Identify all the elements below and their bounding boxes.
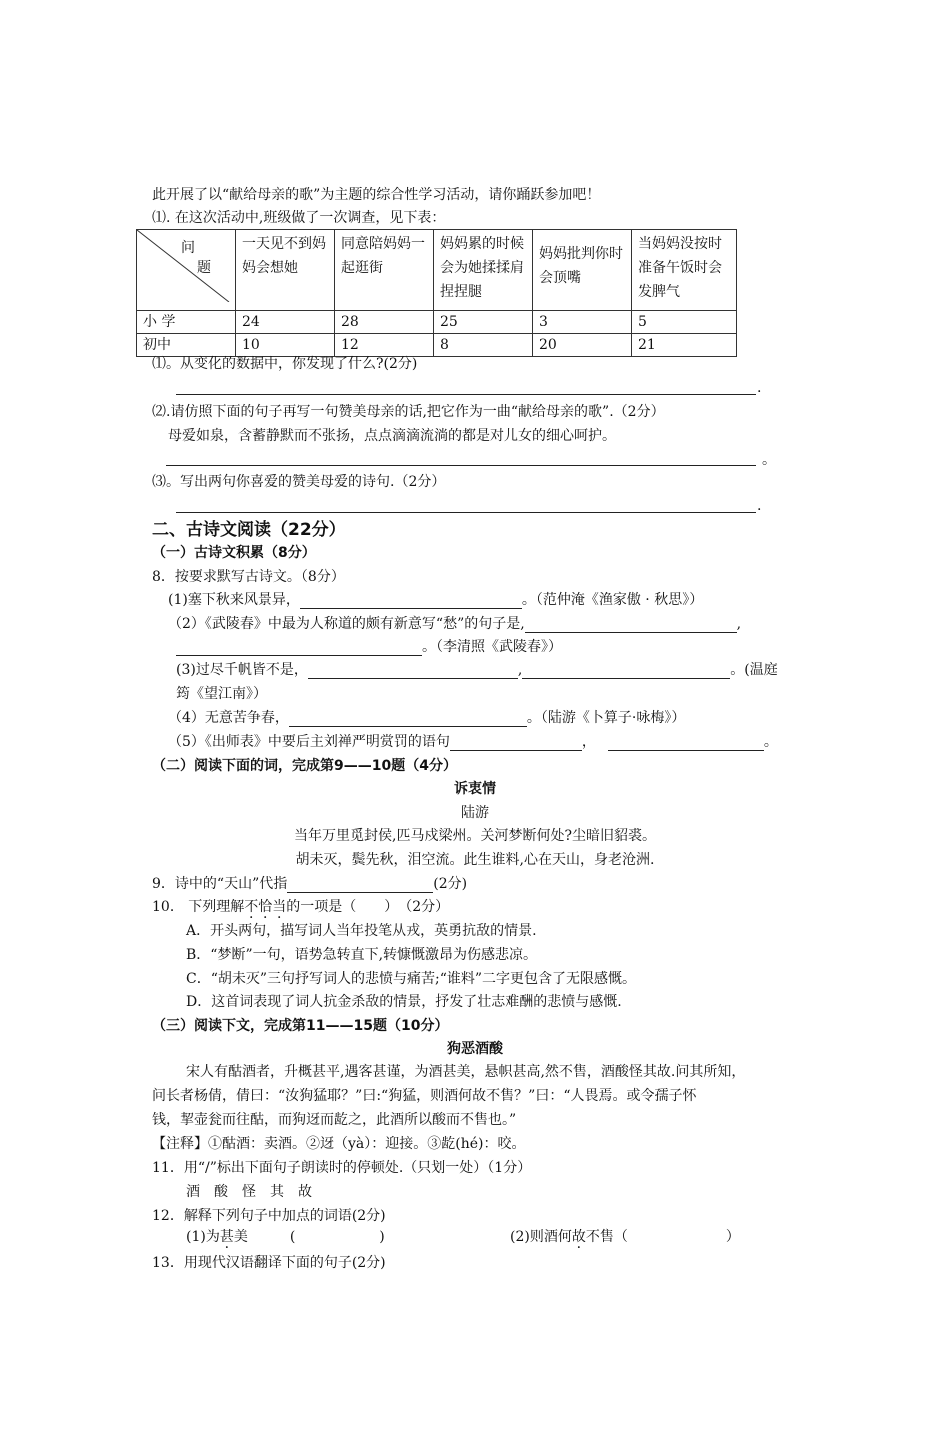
- period-mark: 。: [762, 452, 776, 468]
- table-corner-cell: [137, 230, 236, 311]
- text: （4）无意苦争春，: [168, 710, 289, 726]
- survey-table: [136, 229, 737, 357]
- question-1: ⑴。从变化的数据中，你发现了什么?(2分): [152, 356, 418, 372]
- recite-item-3: [176, 661, 778, 679]
- text: (1)塞下秋来风景异，: [168, 592, 300, 608]
- blank[interactable]: [522, 664, 730, 679]
- question-9: [152, 875, 467, 893]
- example-sentence: 母爱如泉，含蓄静默而不张扬，点点滴滴流淌的都是对儿女的细心呵护。: [168, 428, 616, 444]
- table-cell: 5: [632, 311, 737, 334]
- text: ，: [581, 734, 596, 750]
- table-cell: 28: [335, 311, 434, 334]
- table-header-cell: 妈妈累的时候会为她揉揉肩捏捏腿: [434, 230, 533, 311]
- table-header-cell: 当妈妈没按时准备午饭时会发脾气: [632, 230, 737, 311]
- prose-line: 钱，挈壶瓮而往酤，而狗迓而龁之，此酒所以酸而不售也。”: [152, 1112, 517, 1128]
- table-header-cell: 一天见不到妈妈会想她: [236, 230, 335, 311]
- table-row: [137, 334, 737, 357]
- prose-line: 宋人有酤酒者，升概甚平,遇客甚谨，为酒甚美，悬帜甚高,然不售，酒酸怪其故.问其所知，: [186, 1064, 746, 1080]
- question-13: 13．用现代汉语翻译下面的句子(2分): [152, 1255, 386, 1271]
- intro-text: 此开展了以“献给母亲的歌”为主题的综合性学习活动，请你踊跃参加吧！: [152, 187, 601, 203]
- blank[interactable]: [289, 712, 527, 727]
- blank[interactable]: [308, 664, 518, 679]
- row-label: 小 学: [137, 311, 236, 334]
- pause-sentence: 酒 酸 怪 其 故: [186, 1184, 312, 1200]
- text: （2）《武陵春》中最为人称道的颇有新意写“愁”的句子是,: [168, 616, 525, 632]
- question-8: 8．按要求默写古诗文。（8分）: [152, 569, 345, 585]
- text: (2)则酒何: [510, 1229, 572, 1245]
- text: 。（陆游《卜算子·咏梅》）: [526, 710, 686, 726]
- answer-line[interactable]: [166, 465, 756, 466]
- prose-title: 狗恶酒酸: [447, 1041, 503, 1057]
- table-cell: 8: [434, 334, 533, 357]
- option-b[interactable]: B．“梦断”一句，语势急转直下,转慷慨激昂为伤感悲凉。: [186, 947, 538, 963]
- poem-author: 陆游: [461, 805, 489, 821]
- question-10: [152, 898, 449, 916]
- corner-label-bottom: 题: [197, 260, 211, 276]
- recite-item-1: [168, 591, 703, 609]
- dotted-char: 甚: [219, 1229, 234, 1245]
- table-cell: 12: [335, 334, 434, 357]
- prose-line: 问长者杨倩，倩曰：“汝狗猛耶？”曰:“狗猛，则酒何故不售？”曰：“人畏焉。或令孺子怀: [152, 1088, 697, 1104]
- dotted-char: 恰: [258, 899, 273, 915]
- blank[interactable]: [300, 594, 522, 609]
- blank[interactable]: [525, 618, 737, 633]
- annotation-note: 【注释】①酤酒：卖酒。②迓（yà）：迎接。③龁(hé)：咬。: [152, 1136, 526, 1152]
- text: 美 ( ): [233, 1229, 385, 1245]
- subsection-title: （一）古诗文积累（8分）: [152, 545, 316, 561]
- corner-label-top: 问: [181, 240, 195, 256]
- period-mark: .: [757, 380, 762, 396]
- table-header-row: [137, 230, 737, 311]
- blank[interactable]: [287, 878, 433, 893]
- subsection-title: （二）阅读下面的词，完成第9——10题（4分）: [152, 758, 457, 774]
- recite-item-4: [168, 709, 685, 727]
- table-cell: 21: [632, 334, 737, 357]
- text: (3)过尽千帆皆不是，: [176, 662, 308, 678]
- table-header-cell: 妈妈批判你时会顶嘴: [533, 230, 632, 311]
- dotted-char: 不: [244, 899, 259, 915]
- text: 的一项是（ ） （2分）: [286, 899, 450, 915]
- answer-line[interactable]: [176, 394, 756, 395]
- text: ,: [517, 662, 523, 678]
- text: 不售（ ）: [585, 1229, 740, 1245]
- table-row: [137, 311, 737, 334]
- text: 。(温庭: [730, 662, 778, 678]
- recite-item-5: [168, 733, 778, 751]
- poem-line: 当年万里觅封侯,匹马戍梁州。关河梦断何处?尘暗旧貂裘。: [294, 828, 656, 844]
- option-d[interactable]: D．这首词表现了词人抗金杀敌的情景，抒发了壮志难酬的悲愤与感慨.: [186, 994, 622, 1010]
- text: 。（范仲淹《渔家傲 · 秋思》）: [521, 592, 704, 608]
- text: ,: [736, 616, 742, 632]
- question-11: 11．用“/”标出下面句子朗读时的停顿处.（只划一处）（1分）: [152, 1160, 532, 1176]
- table-cell: 20: [533, 334, 632, 357]
- text: 9．诗中的“天山”代指: [152, 876, 288, 892]
- recite-item-2-cont: [176, 638, 562, 656]
- question-12-item-2: [510, 1228, 740, 1246]
- blank[interactable]: [176, 641, 422, 656]
- answer-line[interactable]: [176, 512, 756, 513]
- question-12: 12．解释下列句子中加点的词语(2分): [152, 1208, 386, 1224]
- table-header-cell: 同意陪妈妈一起逛街: [335, 230, 434, 311]
- table-cell: 10: [236, 334, 335, 357]
- text: (2分): [433, 876, 468, 892]
- survey-question: ⑴. 在这次活动中,班级做了一次调查，见下表：: [152, 210, 446, 226]
- option-c[interactable]: C．“胡未灭”三句抒写词人的悲愤与痛苦;“谁料”二字更包含了无限感慨。: [186, 971, 637, 987]
- dotted-char: 故: [571, 1229, 586, 1245]
- table-cell: 24: [236, 311, 335, 334]
- blank[interactable]: [450, 736, 582, 751]
- question-3: ⑶。写出两句你喜爱的赞美母爱的诗句.（2分）: [152, 474, 446, 490]
- question-12-item-1: [186, 1228, 385, 1246]
- recite-item-3-cont: 筠《望江南》）: [176, 686, 267, 702]
- option-a[interactable]: A．开头两句，描写词人当年投笔从戎，英勇抗敌的情景.: [186, 923, 537, 939]
- period-mark: .: [757, 498, 762, 514]
- row-label: 初中: [137, 334, 236, 357]
- table-cell: 3: [533, 311, 632, 334]
- table-cell: 25: [434, 311, 533, 334]
- recite-item-2: [168, 615, 741, 633]
- text: （5）《出师表》中要后主刘禅严明赏罚的语句: [168, 734, 450, 750]
- text: 10． 下列理解: [152, 899, 245, 915]
- text: 。（李清照《武陵春》）: [422, 639, 562, 655]
- text: (1)为: [186, 1229, 220, 1245]
- question-2: ⑵.请仿照下面的句子再写一句赞美母亲的话,把它作为一曲“献给母亲的歌”.（2分）: [152, 404, 665, 420]
- poem-title: 诉衷情: [454, 781, 496, 797]
- text: 。: [763, 734, 778, 750]
- subsection-title: （三）阅读下文，完成第11——15题（10分）: [152, 1018, 449, 1034]
- poem-line: 胡未灭，鬓先秋，泪空流。此生谁料,心在天山，身老沧洲.: [295, 852, 655, 868]
- blank[interactable]: [608, 736, 764, 751]
- section-title: 二、古诗文阅读（22分）: [152, 520, 346, 540]
- dotted-char: 当: [272, 899, 287, 915]
